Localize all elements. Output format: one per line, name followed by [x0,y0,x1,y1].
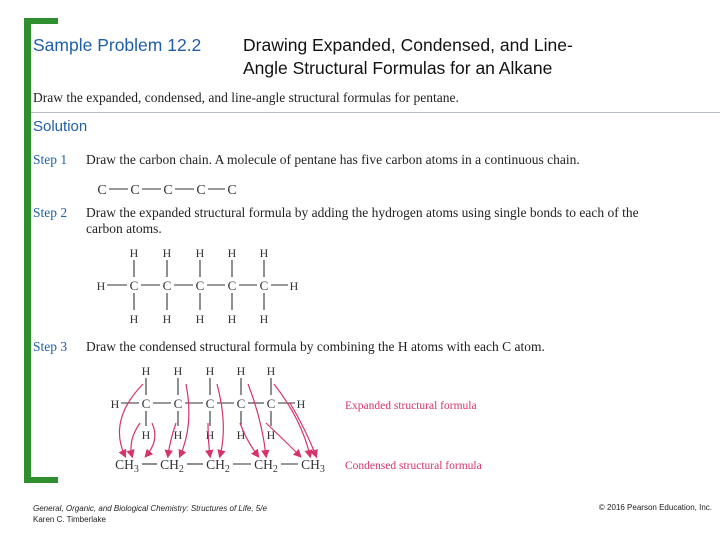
carbon-atom: C [227,183,237,198]
condensed-group: $CH_3$ [115,457,139,475]
carbon-atom: C [173,396,183,411]
carbon-atom: C [205,396,215,411]
hydrogen-atom: H [236,364,246,378]
carbon-atom: C [141,396,151,411]
hydrogen-atom: H [205,364,215,378]
carbon-atom: C [163,183,173,198]
hydrogen-atom: H [259,312,269,326]
hydrogen-atom: H [259,246,269,260]
condensed-group: $CH_3$ [301,457,325,475]
condensed-formula-label: Condensed structural formula [345,460,482,472]
step-2-label: Step 2 [33,205,68,220]
condensed-group: $CH_2$ [160,457,184,475]
carbon-atom: C [196,183,206,198]
carbon-atom: C [195,278,205,293]
hydrogen-atom: H [96,279,106,293]
hydrogen-atom: H [205,428,215,442]
carbon-atom: C [227,278,237,293]
carbon-atom: C [236,396,246,411]
carbon-atom: C [129,278,139,293]
footer-citation [33,503,267,525]
carbon-atom: C [259,278,269,293]
hydrogen-atom: H [141,428,151,442]
hydrogen-atom: H [162,312,172,326]
hydrogen-atom: H [141,364,151,378]
combination-arrows [119,384,316,456]
step-3-label: Step 3 [33,339,68,354]
step-3-text: Draw the condensed structural formula by combining the H atoms with each C atom. [86,339,545,354]
step-1-label: Step 1 [33,152,68,167]
hydrogen-atom: H [110,397,120,411]
title-line-2: Angle Structural Formulas for an Alkane [243,58,553,78]
condensed-formula [115,457,325,475]
carbon-chain [97,183,236,198]
footer-author: Karen C. Timberlake [33,515,106,524]
hydrogen-atom: H [266,428,276,442]
hydrogen-atom: H [289,279,299,293]
hydrogen-atom: H [195,312,205,326]
hydrogen-atom: H [129,312,139,326]
carbon-atom: C [130,183,140,198]
hydrogen-atom: H [173,364,183,378]
hydrogen-atom: H [227,246,237,260]
solution-heading: Solution [33,118,88,135]
expanded-formula-step2 [97,246,299,326]
problem-label: Sample Problem 12.2 [33,35,202,55]
carbon-atom: C [97,183,107,198]
footer-copyright: © 2016 Pearson Education, Inc. [598,503,712,512]
hydrogen-atom: H [296,397,306,411]
hydrogen-atom: H [195,246,205,260]
condensed-group: $CH_2$ [206,457,230,475]
condensed-group: $CH_2$ [254,457,278,475]
step-2-text: Draw the expanded structural formula by adding the hydrogen atoms using single bonds to each of the carbon atoms. [86,205,639,236]
step-1-text: Draw the carbon chain. A molecule of pentane has five carbon atoms in a continuous chain. [86,152,580,167]
hydrogen-atom: H [227,312,237,326]
title-line-1: Drawing Expanded, Condensed, and Line- [243,35,573,55]
expanded-formula-label: Expanded structural formula [345,400,477,412]
hydrogen-atom: H [129,246,139,260]
footer-book: General, Organic, and Biological Chemistry: Structures of Life, 5/e [33,504,267,513]
carbon-atom: C [162,278,172,293]
hydrogen-atom: H [162,246,172,260]
hydrogen-atom: H [266,364,276,378]
carbon-atom: C [266,396,276,411]
hydrogen-atom: H [236,428,246,442]
hydrogen-atom: H [173,428,183,442]
problem-prompt: Draw the expanded, condensed, and line-angle structural formulas for pentane. [33,90,459,105]
